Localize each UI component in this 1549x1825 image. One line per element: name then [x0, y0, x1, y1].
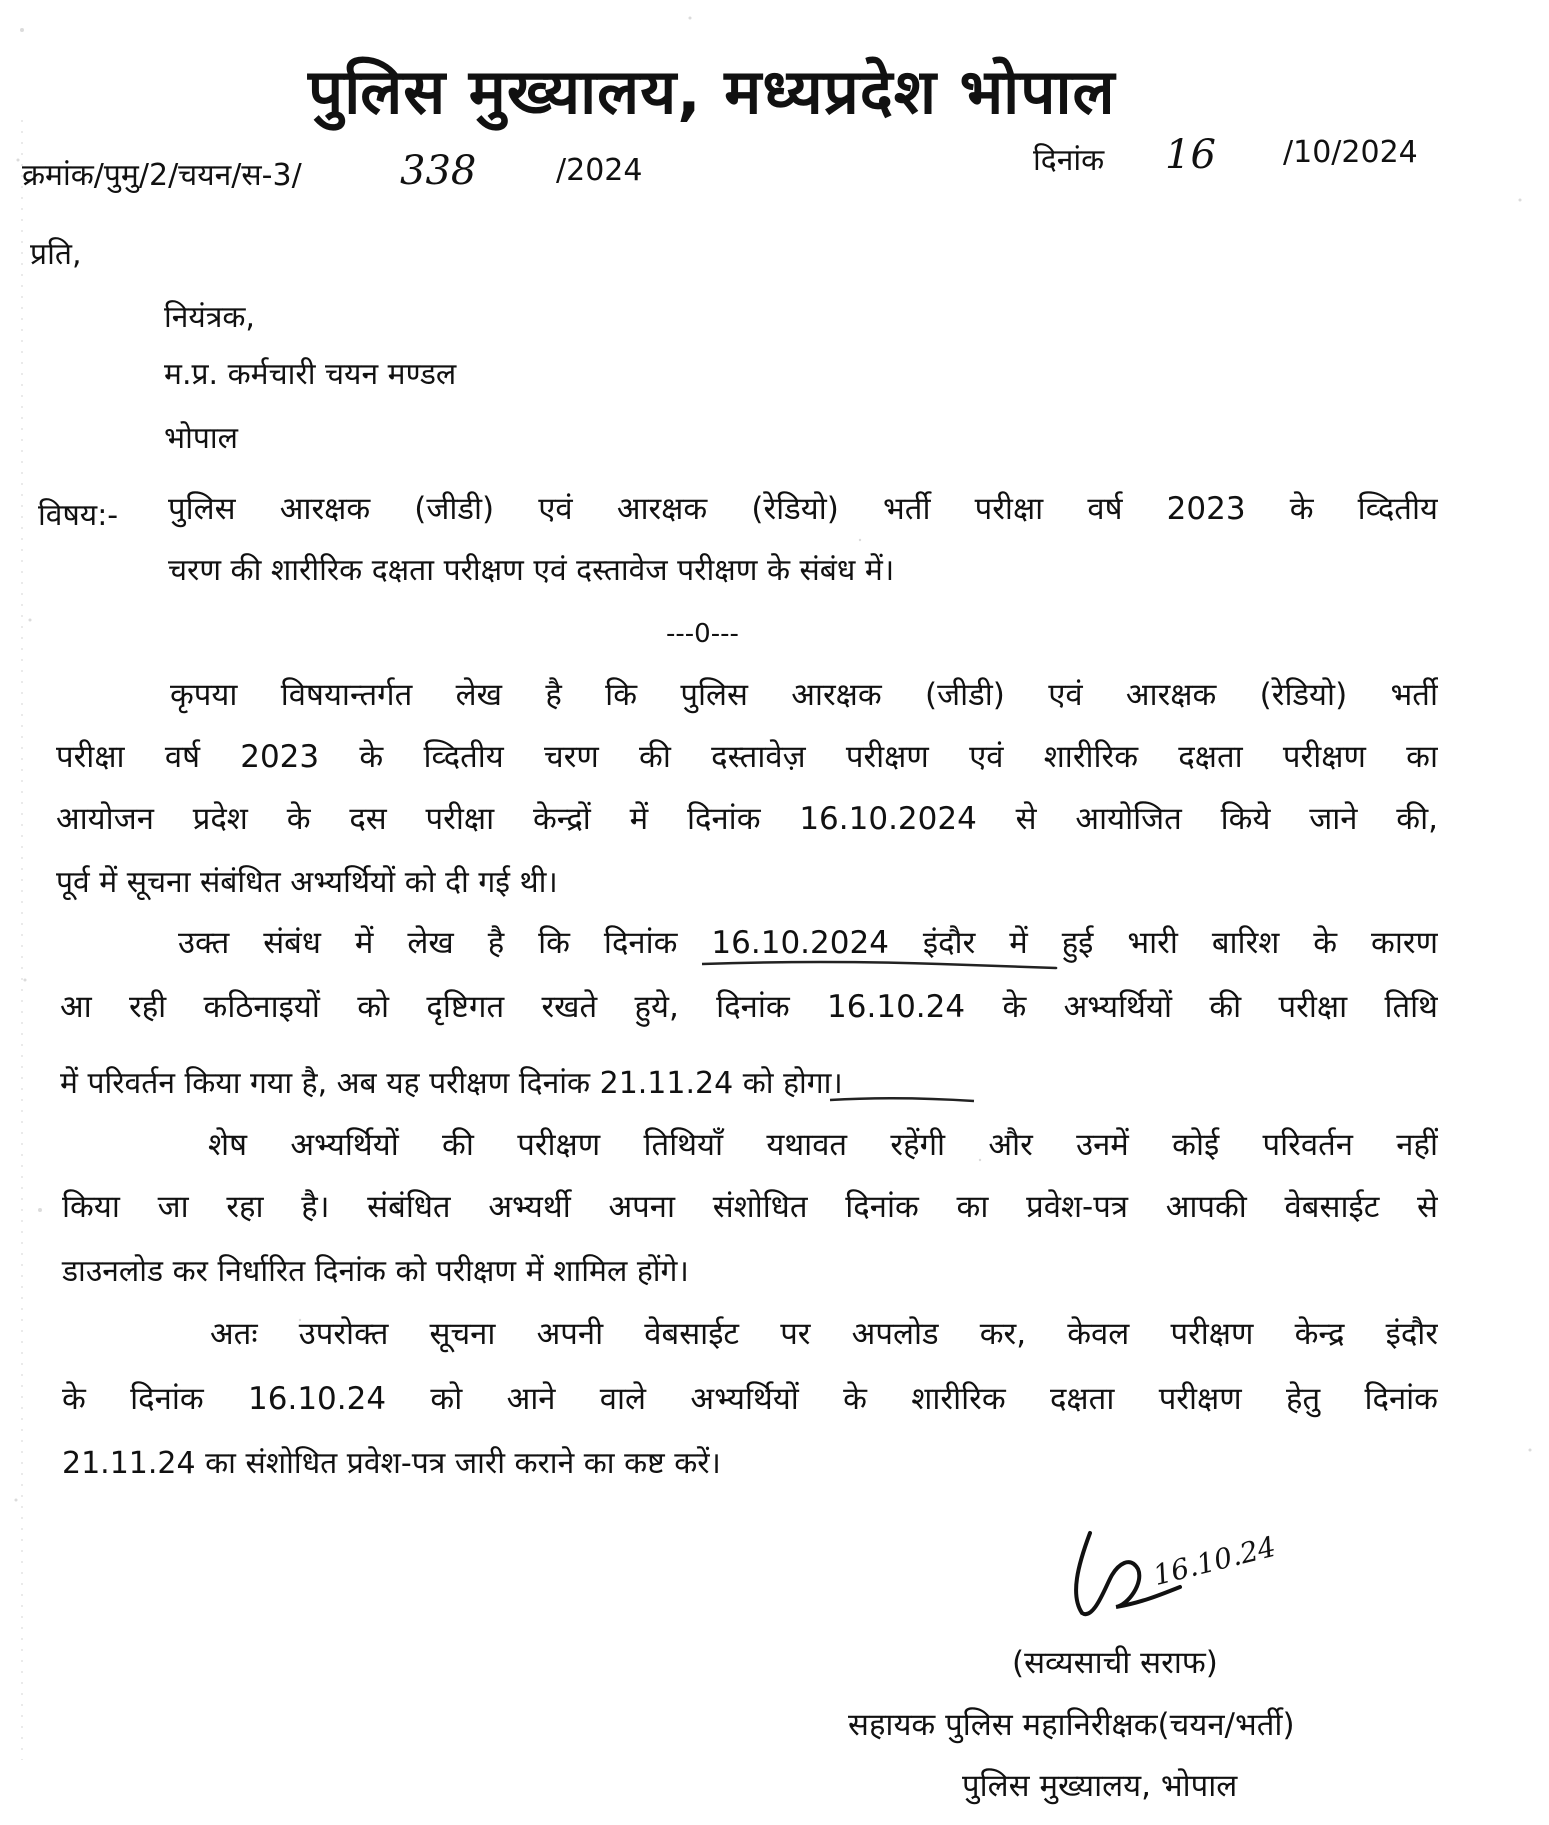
- handwritten-underline-2: [828, 1094, 978, 1106]
- date-day: 16: [1165, 132, 1216, 178]
- paragraph-2-line-3: में परिवर्तन किया गया है, अब यह परीक्षण दिनांक 21.11.24 को होगा।: [60, 1066, 843, 1101]
- paragraph-1-line-1: कृपया विषयान्तर्गत लेख है कि पुलिस आरक्षक (जीडी) एवं आरक्षक (रेडियो) भर्ती: [170, 677, 1438, 713]
- signatory-name: (सव्यसाची सराफ): [1012, 1645, 1218, 1681]
- section-separator: ---0---: [666, 619, 739, 649]
- salutation: प्रति,: [30, 237, 82, 272]
- paragraph-1-line-3: आयोजन प्रदेश के दस परीक्षा केन्द्रों में दिनांक 16.10.2024 से आयोजित किये जाने की,: [56, 801, 1438, 837]
- date-month-year: /10/2024: [1283, 135, 1418, 170]
- date-label: दिनांक: [1033, 143, 1105, 178]
- signatory-office: पुलिस मुख्यालय, भोपाल: [962, 1768, 1238, 1804]
- paragraph-2-line-1: उक्त संबंध में लेख है कि दिनांक 16.10.2024 इंदौर में हुई भारी बारिश के कारण: [178, 925, 1438, 961]
- recipient-line-1: नियंत्रक,: [164, 300, 255, 335]
- recipient-line-2: म.प्र. कर्मचारी चयन मण्डल: [164, 357, 457, 392]
- signature-date: 16.10.24: [1150, 1529, 1279, 1593]
- signatory-designation: सहायक पुलिस महानिरीक्षक(चयन/भर्ती): [848, 1707, 1295, 1743]
- paragraph-4-line-3: 21.11.24 का संशोधित प्रवेश-पत्र जारी कराने का कष्ट करें।: [62, 1446, 721, 1481]
- paragraph-1-line-4: पूर्व में सूचना संबंधित अभ्यर्थियों को दी गई थी।: [56, 865, 558, 900]
- subject-label: विषय:-: [38, 498, 119, 533]
- reference-year: /2024: [556, 153, 643, 188]
- recipient-line-3: भोपाल: [164, 421, 239, 456]
- handwritten-underline: [700, 958, 1060, 972]
- paragraph-3-line-3: डाउनलोड कर निर्धारित दिनांक को परीक्षण में शामिल होंगे।: [62, 1254, 689, 1289]
- reference-prefix: क्रमांक/पुमु/2/चयन/स-3/: [22, 158, 302, 193]
- paragraph-1-line-2: परीक्षा वर्ष 2023 के व्दितीय चरण की दस्तावेज़ परीक्षण एवं शारीरिक दक्षता परीक्षण का: [56, 739, 1438, 775]
- paragraph-2-line-2: आ रही कठिनाइयों को दृष्टिगत रखते हुये, दिनांक 16.10.24 के अभ्यर्थियों की परीक्षा तिथि: [60, 989, 1438, 1025]
- subject-line-1: पुलिस आरक्षक (जीडी) एवं आरक्षक (रेडियो) भर्ती परीक्षा वर्ष 2023 के व्दितीय: [168, 491, 1438, 527]
- paragraph-4-line-1: अतः उपरोक्त सूचना अपनी वेबसाईट पर अपलोड कर, केवल परीक्षण केन्द्र इंदौर: [210, 1316, 1438, 1352]
- subject-line-2: चरण की शारीरिक दक्षता परीक्षण एवं दस्तावेज परीक्षण के संबंध में।: [168, 553, 895, 588]
- letterhead-title: पुलिस मुख्यालय, मध्यप्रदेश भोपाल: [308, 55, 1116, 128]
- paragraph-3-line-2: किया जा रहा है। संबंधित अभ्यर्थी अपना संशोधित दिनांक का प्रवेश-पत्र आपकी वेबसाईट से: [62, 1189, 1438, 1225]
- paragraph-3-line-1: शेष अभ्यर्थियों की परीक्षण तिथियाँ यथावत रहेंगी और उनमें कोई परिवर्तन नहीं: [208, 1127, 1438, 1163]
- reference-number: 338: [400, 148, 477, 194]
- paragraph-4-line-2: के दिनांक 16.10.24 को आने वाले अभ्यर्थियों के शारीरिक दक्षता परीक्षण हेतु दिनांक: [62, 1381, 1438, 1417]
